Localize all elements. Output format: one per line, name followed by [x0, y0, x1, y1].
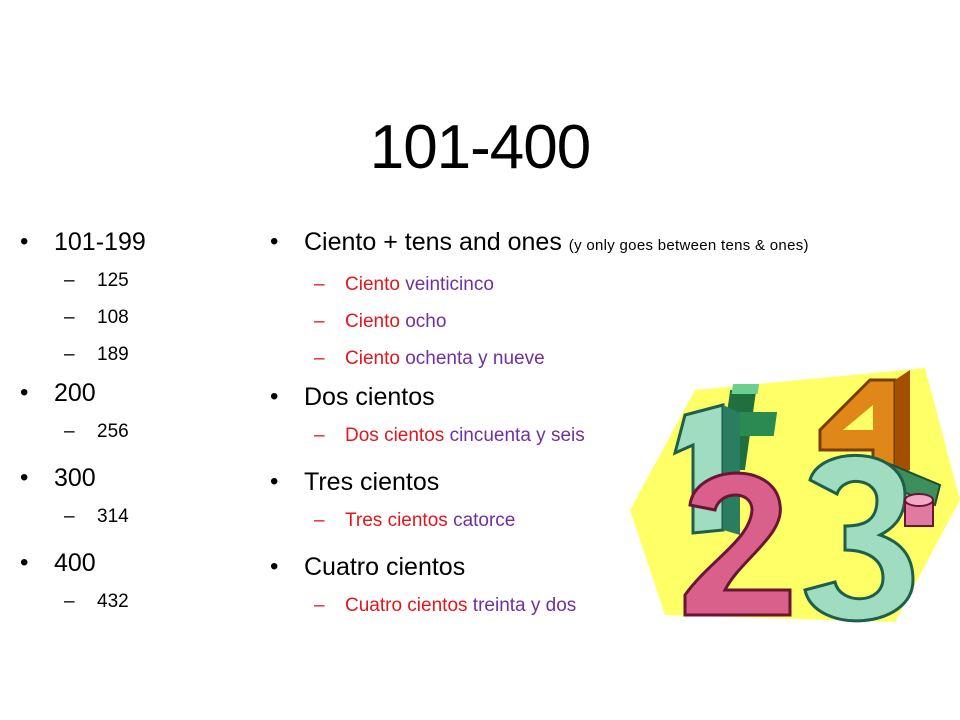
example-number: 314 [97, 506, 129, 527]
dash-icon: – [64, 307, 75, 328]
dash-icon: – [314, 348, 325, 369]
bullet-rule [270, 222, 960, 266]
word-hundreds: Ciento [345, 348, 400, 369]
dash-icon: – [64, 344, 75, 365]
example-number: 432 [97, 591, 129, 612]
rule-note: (y only goes between tens & ones) [568, 237, 809, 254]
dash-icon: – [64, 506, 75, 527]
numbers-clipart-icon [625, 360, 960, 630]
sub-example [20, 299, 240, 336]
dash-icon: – [314, 311, 325, 332]
sub-example [20, 336, 240, 373]
bullet-range: • 400 [20, 543, 240, 583]
sub-example [20, 413, 240, 450]
word-hundreds: Ciento [345, 274, 400, 295]
dash-icon: – [314, 274, 325, 295]
slide-title: 101-400 [369, 113, 591, 182]
bullet-range: • 101-199 [20, 222, 240, 262]
example-number: 256 [97, 421, 129, 442]
word-tens-ones: catorce [453, 510, 516, 531]
word-hundreds: Cuatro cientos [345, 595, 468, 616]
word-tens-ones: ocho [405, 311, 447, 332]
dash-icon: – [64, 270, 75, 291]
word-hundreds: Ciento [345, 311, 400, 332]
sub-spanish [270, 303, 960, 340]
rule-label: Ciento + tens and ones [304, 228, 562, 256]
word-tens-ones: ochenta y nueve [405, 348, 545, 369]
example-number: 108 [97, 307, 129, 328]
word-hundreds: Dos cientos [345, 425, 445, 446]
word-hundreds: Tres cientos [345, 510, 448, 531]
sub-example [20, 583, 240, 620]
left-column [20, 222, 240, 620]
bolt-glyph [905, 494, 933, 526]
word-tens-ones: treinta y dos [472, 595, 577, 616]
dash-icon: – [64, 591, 75, 612]
example-number: 189 [97, 344, 129, 365]
bullet-range: • 200 [20, 373, 240, 413]
word-tens-ones: veinticinco [405, 274, 494, 295]
sub-example [20, 498, 240, 535]
bullet-rule: • Cuatro cientos [270, 547, 960, 587]
dash-icon: – [314, 510, 325, 531]
word-tens-ones: cincuenta y seis [449, 425, 585, 446]
dash-icon: – [64, 421, 75, 442]
bullet-range: • 300 [20, 458, 240, 498]
bullet-rule: • Tres cientos [270, 462, 960, 502]
example-number: 125 [97, 270, 129, 291]
dash-icon: – [314, 595, 325, 616]
sub-example [20, 262, 240, 299]
sub-spanish [270, 266, 960, 303]
bullet-rule: • Dos cientos [270, 377, 960, 417]
dash-icon: – [314, 425, 325, 446]
